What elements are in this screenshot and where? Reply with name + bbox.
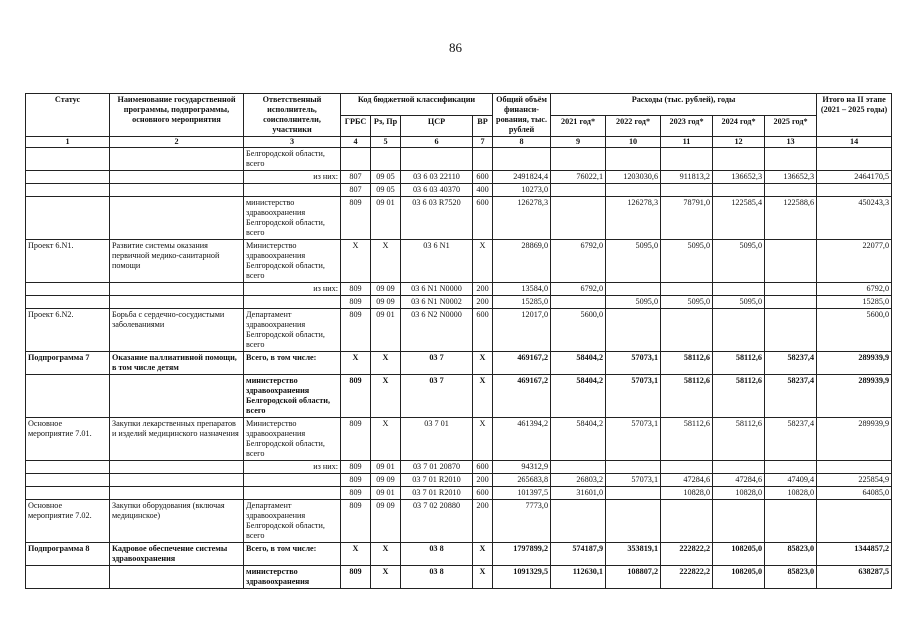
cell-y2024 [713,283,765,296]
cell-y2023 [661,184,713,197]
cell-grbs: 809 [341,500,371,543]
cell-vr: X [473,566,493,589]
cell-rz: 09 01 [371,487,401,500]
cell-y2023: 222822,2 [661,566,713,589]
cell-grbs: 809 [341,197,371,240]
column-number: 3 [244,137,341,148]
cell-rz: 09 01 [371,309,401,352]
cell-itog [817,184,892,197]
column-number: 7 [473,137,493,148]
cell-vr: X [473,418,493,461]
cell-itog: 289939,9 [817,418,892,461]
cell-y2021: 6792,0 [551,283,606,296]
column-number: 5 [371,137,401,148]
cell-rz [371,148,401,171]
cell-grbs: X [341,352,371,375]
cell-itog [817,500,892,543]
cell-rz: 09 01 [371,197,401,240]
cell-y2025: 85823,0 [765,543,817,566]
cell-resp: министерство здравоохранения [244,566,341,589]
header-row [26,94,892,116]
cell-y2025 [765,240,817,283]
cell-grbs: 809 [341,309,371,352]
cell-csr: 03 8 [401,566,473,589]
header-stage-total: Итого на II этапе (2021 – 2025 годы) [817,94,892,137]
cell-itog: 289939,9 [817,352,892,375]
cell-itog [817,461,892,474]
header-grbs: ГРБС [341,115,371,137]
cell-y2023 [661,283,713,296]
cell-y2022: 5095,0 [606,296,661,309]
cell-rz: 09 09 [371,500,401,543]
cell-y2024: 5095,0 [713,296,765,309]
cell-y2021: 58404,2 [551,375,606,418]
cell-resp: Всего, в том числе: [244,543,341,566]
table-row [26,500,892,543]
cell-itog: 6792,0 [817,283,892,296]
cell-name [110,197,244,240]
cell-status: Подпрограмма 7 [26,352,110,375]
cell-y2021: 112630,1 [551,566,606,589]
cell-itog: 225854,9 [817,474,892,487]
cell-y2021 [551,296,606,309]
cell-grbs: 807 [341,171,371,184]
cell-rz: 09 01 [371,461,401,474]
cell-vr: 200 [473,283,493,296]
cell-name: Закупки оборудования (включая медицинское) [110,500,244,543]
cell-status [26,461,110,474]
cell-resp: Департамент здравоохранения Белгородской области, всего [244,309,341,352]
cell-itog: 2464170,5 [817,171,892,184]
cell-y2022: 1203030,6 [606,171,661,184]
cell-resp: Министерство здравоохранения Белгородской области, всего [244,240,341,283]
cell-y2022: 57073,1 [606,474,661,487]
table-row [26,171,892,184]
cell-y2025: 136652,3 [765,171,817,184]
cell-total: 101397,5 [493,487,551,500]
cell-total [493,148,551,171]
column-number: 13 [765,137,817,148]
cell-vr: X [473,240,493,283]
cell-status [26,171,110,184]
cell-grbs: 809 [341,296,371,309]
table-row [26,418,892,461]
cell-status [26,296,110,309]
column-number: 12 [713,137,765,148]
header-status: Статус [26,94,110,137]
cell-grbs: 809 [341,566,371,589]
cell-rz: 09 09 [371,283,401,296]
column-number: 14 [817,137,892,148]
header-2024: 2024 год* [713,115,765,137]
cell-rz: X [371,352,401,375]
column-number: 10 [606,137,661,148]
cell-y2021: 58404,2 [551,418,606,461]
table-row [26,309,892,352]
cell-status: Основное мероприятие 7.02. [26,500,110,543]
cell-name [110,171,244,184]
cell-total: 469167,2 [493,375,551,418]
cell-vr: X [473,352,493,375]
cell-resp: министерство здравоохранения Белгородской области, всего [244,375,341,418]
cell-rz: 09 05 [371,184,401,197]
column-number: 9 [551,137,606,148]
cell-name [110,296,244,309]
cell-name [110,566,244,589]
cell-status: Основное мероприятие 7.01. [26,418,110,461]
table-row [26,566,892,589]
cell-total: 2491824,4 [493,171,551,184]
column-number: 4 [341,137,371,148]
cell-total: 94312,9 [493,461,551,474]
table-body [26,137,892,589]
cell-rz: X [371,418,401,461]
cell-itog: 15285,0 [817,296,892,309]
cell-y2024 [713,500,765,543]
cell-resp: Всего, в том числе: [244,352,341,375]
header-code-group: Код бюджетной классификации [341,94,493,116]
cell-rz: 09 09 [371,474,401,487]
cell-itog: 450243,3 [817,197,892,240]
cell-y2021: 5600,0 [551,309,606,352]
cell-y2021: 76022,1 [551,171,606,184]
cell-grbs: 807 [341,184,371,197]
cell-vr: 200 [473,500,493,543]
cell-name [110,487,244,500]
cell-y2024: 108205,0 [713,566,765,589]
cell-y2025: 58237,4 [765,375,817,418]
cell-y2021: 58404,2 [551,352,606,375]
cell-resp [244,296,341,309]
cell-csr: 03 6 N1 N0000 [401,283,473,296]
cell-itog: 289939,9 [817,375,892,418]
header-2023: 2023 год* [661,115,713,137]
cell-y2022: 57073,1 [606,352,661,375]
cell-name [110,148,244,171]
cell-y2022: 353819,1 [606,543,661,566]
column-number: 1 [26,137,110,148]
cell-y2021: 574187,9 [551,543,606,566]
cell-csr: 03 7 01 R2010 [401,487,473,500]
cell-itog: 64085,0 [817,487,892,500]
cell-y2021 [551,197,606,240]
cell-y2022 [606,148,661,171]
cell-grbs: 809 [341,461,371,474]
cell-y2022: 126278,3 [606,197,661,240]
cell-resp [244,184,341,197]
cell-vr: 200 [473,296,493,309]
table-row [26,197,892,240]
cell-csr: 03 7 [401,375,473,418]
cell-y2023: 58112,6 [661,375,713,418]
cell-y2022: 5095,0 [606,240,661,283]
cell-rz: 09 09 [371,296,401,309]
cell-vr [473,148,493,171]
cell-vr: 600 [473,461,493,474]
cell-total: 12017,0 [493,309,551,352]
cell-status: Подпрограмма 8 [26,543,110,566]
budget-table [25,93,892,589]
header-rz: Рз, Пр [371,115,401,137]
table-row [26,375,892,418]
cell-total: 28869,0 [493,240,551,283]
cell-y2024: 58112,6 [713,352,765,375]
cell-y2023: 58112,6 [661,418,713,461]
cell-vr: 400 [473,184,493,197]
cell-y2022 [606,500,661,543]
cell-resp [244,474,341,487]
cell-grbs: 809 [341,375,371,418]
cell-y2024: 5095,0 [713,240,765,283]
cell-vr: X [473,543,493,566]
cell-total: 15285,0 [493,296,551,309]
cell-resp: Министерство здравоохранения Белгородской области, всего [244,418,341,461]
cell-resp: из них: [244,171,341,184]
header-responsible: Ответственный исполнитель, соисполнители, участники [244,94,341,137]
cell-y2021 [551,148,606,171]
cell-y2024 [713,461,765,474]
cell-name: Оказание паллиативной помощи, в том числе детям [110,352,244,375]
cell-total: 7773,0 [493,500,551,543]
cell-status [26,148,110,171]
cell-csr: 03 7 [401,352,473,375]
page-number: 86 [449,40,462,55]
cell-y2022: 57073,1 [606,375,661,418]
cell-y2021 [551,500,606,543]
table-row [26,352,892,375]
cell-vr: 200 [473,474,493,487]
cell-y2023: 10828,0 [661,487,713,500]
cell-csr: 03 6 03 22110 [401,171,473,184]
cell-itog: 22077,0 [817,240,892,283]
column-number: 2 [110,137,244,148]
cell-csr: 03 7 01 20870 [401,461,473,474]
cell-name: Закупки лекарственных препаратов и изделий медицинского назначения [110,418,244,461]
cell-y2022 [606,184,661,197]
cell-y2023: 47284,6 [661,474,713,487]
cell-status [26,184,110,197]
cell-y2025 [765,309,817,352]
cell-y2023 [661,309,713,352]
cell-y2024 [713,148,765,171]
cell-vr: 600 [473,309,493,352]
cell-name [110,375,244,418]
cell-total: 265683,8 [493,474,551,487]
cell-total: 10273,0 [493,184,551,197]
cell-y2024: 10828,0 [713,487,765,500]
cell-status [26,197,110,240]
cell-rz: X [371,543,401,566]
cell-grbs: 809 [341,487,371,500]
column-number: 11 [661,137,713,148]
table-row [26,487,892,500]
cell-grbs [341,148,371,171]
cell-y2022: 57073,1 [606,418,661,461]
cell-y2025: 47409,4 [765,474,817,487]
cell-name [110,184,244,197]
cell-grbs: X [341,543,371,566]
cell-y2024: 47284,6 [713,474,765,487]
cell-rz: X [371,240,401,283]
cell-y2021: 6792,0 [551,240,606,283]
cell-grbs: 809 [341,283,371,296]
cell-y2025 [765,296,817,309]
cell-csr: 03 6 N1 [401,240,473,283]
cell-total: 469167,2 [493,352,551,375]
cell-y2021 [551,461,606,474]
cell-status [26,487,110,500]
header-csr: ЦСР [401,115,473,137]
cell-y2021: 31601,0 [551,487,606,500]
cell-status: Проект 6.N1. [26,240,110,283]
cell-y2024: 136652,3 [713,171,765,184]
cell-rz: X [371,566,401,589]
cell-csr: 03 6 N1 N0002 [401,296,473,309]
header-name: Наименование государственной программы, подпрограммы, основного мероприятия [110,94,244,137]
cell-y2024 [713,309,765,352]
cell-y2022 [606,461,661,474]
cell-total: 461394,2 [493,418,551,461]
cell-y2023 [661,461,713,474]
cell-y2025 [765,461,817,474]
column-number: 6 [401,137,473,148]
cell-vr: 600 [473,197,493,240]
cell-resp [244,487,341,500]
cell-total: 1091329,5 [493,566,551,589]
cell-y2025 [765,500,817,543]
table-row [26,148,892,171]
cell-vr: 600 [473,487,493,500]
header-expenses-group: Расходы (тыс. рублей), годы [551,94,817,116]
header-2021: 2021 год* [551,115,606,137]
table-row [26,184,892,197]
cell-name [110,461,244,474]
cell-y2025 [765,148,817,171]
cell-y2025: 122588,6 [765,197,817,240]
cell-itog: 638287,5 [817,566,892,589]
table-row [26,240,892,283]
table-row [26,461,892,474]
cell-resp: Белгородской области, всего [244,148,341,171]
cell-resp: из них: [244,461,341,474]
cell-csr: 03 6 03 40370 [401,184,473,197]
cell-y2022 [606,487,661,500]
cell-csr: 03 6 03 R7520 [401,197,473,240]
cell-vr: 600 [473,171,493,184]
cell-status [26,566,110,589]
cell-y2023: 222822,2 [661,543,713,566]
cell-total: 1797899,2 [493,543,551,566]
column-number-row [26,137,892,148]
cell-grbs: 809 [341,474,371,487]
cell-y2023: 5095,0 [661,296,713,309]
cell-status: Проект 6.N2. [26,309,110,352]
cell-resp: министерство здравоохранения Белгородской области, всего [244,197,341,240]
cell-csr: 03 8 [401,543,473,566]
cell-name: Развитие системы оказания первичной медико-санитарной помощи [110,240,244,283]
cell-total: 126278,3 [493,197,551,240]
cell-csr: 03 7 02 20880 [401,500,473,543]
cell-y2025 [765,184,817,197]
table-row [26,543,892,566]
cell-y2025: 10828,0 [765,487,817,500]
cell-y2022: 108807,2 [606,566,661,589]
cell-itog [817,148,892,171]
cell-itog: 1344857,2 [817,543,892,566]
cell-y2023: 5095,0 [661,240,713,283]
cell-total: 13584,0 [493,283,551,296]
cell-y2024: 58112,6 [713,375,765,418]
column-number: 8 [493,137,551,148]
cell-y2023: 58112,6 [661,352,713,375]
cell-y2023: 78791,0 [661,197,713,240]
cell-status [26,474,110,487]
cell-grbs: 809 [341,418,371,461]
cell-y2021: 26803,2 [551,474,606,487]
cell-y2023 [661,500,713,543]
cell-csr: 03 7 01 [401,418,473,461]
cell-name [110,283,244,296]
cell-status [26,283,110,296]
cell-itog: 5600,0 [817,309,892,352]
cell-y2022 [606,283,661,296]
table-row [26,296,892,309]
cell-rz: 09 05 [371,171,401,184]
cell-y2023 [661,148,713,171]
cell-resp: из них: [244,283,341,296]
cell-y2024: 58112,6 [713,418,765,461]
cell-y2024: 108205,0 [713,543,765,566]
cell-csr: 03 7 01 R2010 [401,474,473,487]
cell-y2024 [713,184,765,197]
cell-name [110,474,244,487]
cell-csr: 03 6 N2 N0000 [401,309,473,352]
header-total: Общий объём финанси-рования, тыс. рублей [493,94,551,137]
cell-y2024: 122585,4 [713,197,765,240]
cell-y2025: 58237,4 [765,418,817,461]
header-2025: 2025 год* [765,115,817,137]
cell-y2021 [551,184,606,197]
cell-resp: Департамент здравоохранения Белгородской области, всего [244,500,341,543]
table-row [26,283,892,296]
cell-name: Борьба с сердечно-сосудистыми заболеваниями [110,309,244,352]
cell-y2025 [765,283,817,296]
cell-vr: X [473,375,493,418]
cell-rz: X [371,375,401,418]
table-row [26,474,892,487]
cell-name: Кадровое обеспечение системы здравоохранения [110,543,244,566]
header-vr: ВР [473,115,493,137]
header-2022: 2022 год* [606,115,661,137]
cell-y2022 [606,309,661,352]
cell-grbs: X [341,240,371,283]
cell-y2025: 85823,0 [765,566,817,589]
cell-y2023: 911813,2 [661,171,713,184]
cell-status [26,375,110,418]
cell-y2025: 58237,4 [765,352,817,375]
cell-csr [401,148,473,171]
